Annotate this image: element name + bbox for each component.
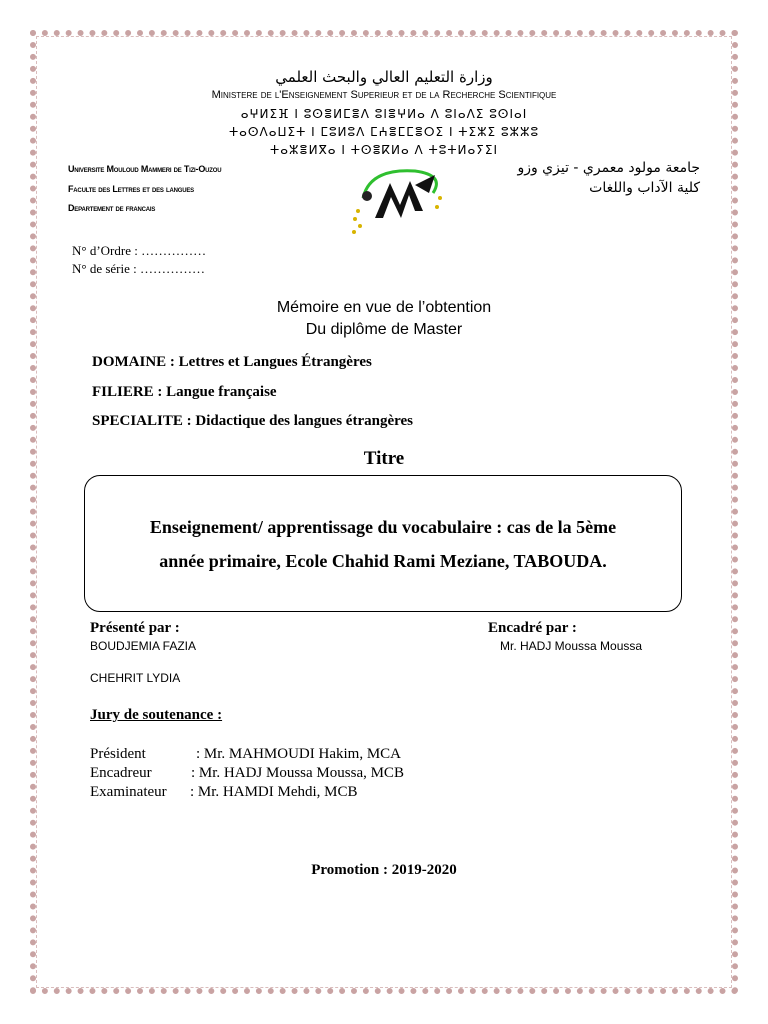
presented-label: Présenté par : [90,620,180,636]
title-line-1: Enseignement/ apprentissage du vocabulaire : cas de la 5ème [149,516,617,537]
titre-label: Titre [363,448,405,469]
order-number: N° d’Ordre : …………… [72,243,207,258]
jury-role-2: Encadreur [90,765,152,781]
logo-wing [415,175,435,193]
faculty-name-ar: كلية الآداب واللغات [589,180,700,196]
logo-dot [362,191,372,201]
filiere: FILIERE : Langue française [92,384,277,400]
ministry-french: Ministere de l'Enseignement Superieur et de la Recherche Scientifique [211,89,557,101]
university-logo [345,163,455,238]
tifinagh-line-3: ⵜⴰⵣⴻⵍⴳⴰ ⵏ ⵜⵙⴻⴽⵍⴰ ⴷ ⵜⵓⵜⵍⴰⵢⵉⵏ [269,143,498,157]
jury-role-3: Examinateur [90,784,167,800]
title-box [84,475,682,612]
specialite: SPECIALITE : Didactique des langues étrangères [92,413,413,429]
serial-number: N° de série : …………… [72,261,206,276]
supervised-label: Encadré par : [488,620,577,636]
memoire-title [103,510,663,578]
jury-desc-1: : Mr. MAHMOUDI Hakim, MCA [196,746,402,762]
student-1: BOUDJEMIA FAZIA [90,639,197,653]
jury-role-1: Président [90,746,146,762]
tifinagh-line-2: ⵜⴰⵙⴷⴰⵡⵉⵜ ⵏ ⵎⵓⵍⵓⴷ ⵎⵄⴻⵎⵎⴻⵔⵉ ⵏ ⵜⵉⵣⵉ ⵓⵣⵣⵓ [228,125,540,139]
faculty-name-fr: Faculte des Lettres et des langues [68,184,194,194]
university-name-ar: جامعة مولود معمري - تيزي وزو [517,160,700,176]
memoire-line-2: Du diplôme de Master [305,321,463,338]
department-name-fr: Departement de francais [68,203,156,213]
promotion: Promotion : 2019-2020 [311,862,457,878]
logo-mark [375,181,423,218]
jury-label: Jury de soutenance : [90,707,223,723]
jury-desc-2: : Mr. HADJ Moussa Moussa, MCB [191,765,404,781]
memoire-line-1: Mémoire en vue de l’obtention [276,299,492,316]
student-2: CHEHRIT LYDIA [90,671,181,685]
title-line-2: année primaire, Ecole Chahid Rami Meziane, TABOUDA. [159,550,607,571]
tifinagh-line-1: ⴰⵖⵍⵉⴼ ⵏ ⵓⵙⴻⵍⵎⴻⴷ ⵓⵏⴻⵖⵍⴰ ⴷ ⵓⵏⴰⴷⵉ ⵓⵙⵏⴰⵏ [240,107,528,121]
supervisor-name: Mr. HADJ Moussa Moussa [500,639,643,653]
domaine: DOMAINE : Lettres et Langues Étrangères [92,354,372,370]
university-name-fr: Universite Mouloud Mammeri de Tizi-Ouzou [68,164,222,174]
jury-desc-3: : Mr. HAMDI Mehdi, MCB [190,784,358,800]
ministry-arabic: وزارة التعليم العالي والبحث العلمي [275,68,493,86]
